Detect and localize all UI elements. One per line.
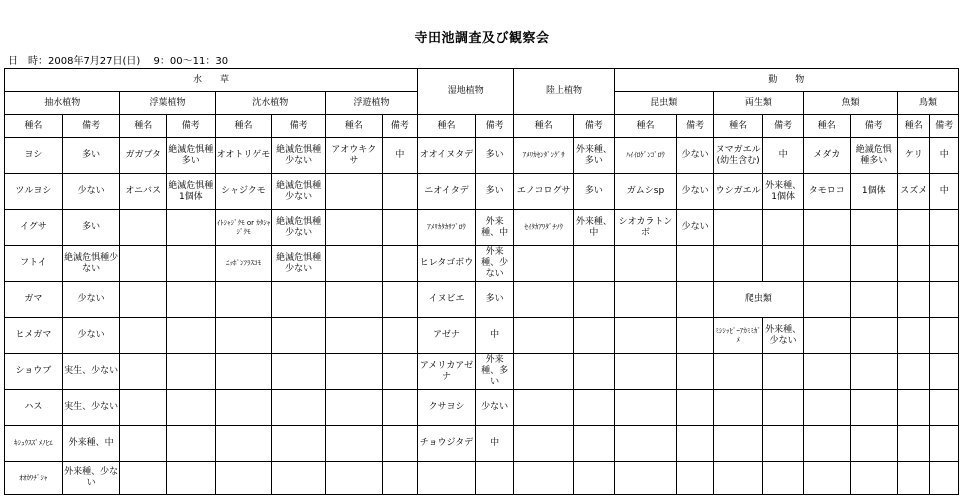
- species-note: [272, 354, 326, 390]
- species-name: [120, 282, 167, 318]
- species-note: [850, 318, 898, 354]
- species-name: [120, 426, 167, 462]
- species-name: [120, 462, 167, 495]
- species-name: [418, 462, 476, 495]
- species-note: 絶滅危惧種多い: [850, 138, 898, 174]
- header-row-groups: [5, 69, 959, 92]
- column-header-note: 備考: [850, 115, 898, 138]
- species-note: 多い: [62, 138, 120, 174]
- header-row-columns: [5, 115, 959, 138]
- species-note: [850, 282, 898, 318]
- table-row: [5, 282, 959, 318]
- species-name: [898, 426, 930, 462]
- species-note: [930, 426, 959, 462]
- species-name: [803, 354, 850, 390]
- species-name: [514, 246, 574, 282]
- species-note: [574, 462, 615, 495]
- species-name: [614, 426, 677, 462]
- species-note: [272, 318, 326, 354]
- species-note: [763, 426, 804, 462]
- species-name: ｾｲﾀｶｱﾜﾀﾞﾁｿｳ: [514, 210, 574, 246]
- species-name: チョウジタデ: [418, 426, 476, 462]
- species-name: [325, 210, 382, 246]
- column-header-name: 種名: [418, 115, 476, 138]
- species-note: [763, 354, 804, 390]
- column-header-note: 備考: [167, 115, 216, 138]
- species-name: エノコログサ: [514, 174, 574, 210]
- species-note: [382, 354, 417, 390]
- species-note: 1個体: [850, 174, 898, 210]
- species-note: 外来種、中: [62, 426, 120, 462]
- species-name: [898, 210, 930, 246]
- species-note: [850, 390, 898, 426]
- species-note: 絶滅危惧種少ない: [272, 246, 326, 282]
- species-note: [167, 390, 216, 426]
- species-note: [850, 210, 898, 246]
- species-note: [677, 426, 713, 462]
- species-note: 多い: [475, 174, 513, 210]
- species-note: 外来種、中: [574, 210, 615, 246]
- species-note: 絶滅危惧種1個体: [167, 174, 216, 210]
- species-name: [803, 318, 850, 354]
- species-name: [803, 210, 850, 246]
- species-name: [803, 426, 850, 462]
- species-note: [574, 426, 615, 462]
- table-row: [5, 354, 959, 390]
- column-header-name: 種名: [898, 115, 930, 138]
- species-note: 多い: [62, 210, 120, 246]
- species-note: 多い: [574, 174, 615, 210]
- species-name: アメリカアゼナ: [418, 354, 476, 390]
- species-note: [167, 210, 216, 246]
- species-note: [167, 462, 216, 495]
- species-note: [382, 318, 417, 354]
- amphibians-header: 両生類: [713, 92, 803, 115]
- species-note: [475, 462, 513, 495]
- species-note: 外来種、中: [475, 210, 513, 246]
- species-note: [272, 462, 326, 495]
- column-header-name: 種名: [120, 115, 167, 138]
- species-note: [167, 318, 216, 354]
- species-name: [325, 174, 382, 210]
- species-note: [272, 426, 326, 462]
- column-header-note: 備考: [677, 115, 713, 138]
- species-note: [850, 246, 898, 282]
- column-header-note: 備考: [763, 115, 804, 138]
- species-name: [614, 318, 677, 354]
- species-note: 多い: [475, 138, 513, 174]
- species-note: 少ない: [62, 282, 120, 318]
- species-name: ヒレタゴボウ: [418, 246, 476, 282]
- species-name: [514, 390, 574, 426]
- species-name: [325, 318, 382, 354]
- floating-leaf-plants-header: 浮葉植物: [120, 92, 215, 115]
- species-name: ﾆｯﾎﾟﾝﾌﾗｽｺﾓ: [215, 246, 272, 282]
- survey-table: [4, 68, 959, 495]
- species-name: [898, 318, 930, 354]
- species-note: [677, 246, 713, 282]
- species-name: ガムシsp: [614, 174, 677, 210]
- species-name: ｱﾒﾘｶｾﾝﾀﾞﾝｸﾞｻ: [514, 138, 574, 174]
- species-note: [272, 390, 326, 426]
- species-name: イヌビエ: [418, 282, 476, 318]
- species-name: [325, 390, 382, 426]
- species-note: [382, 462, 417, 495]
- species-name: [898, 390, 930, 426]
- species-note: [930, 210, 959, 246]
- species-name: オニバス: [120, 174, 167, 210]
- species-name: シャジクモ: [215, 174, 272, 210]
- table-row: [5, 426, 959, 462]
- species-name: シオカラトンボ: [614, 210, 677, 246]
- species-name: [898, 282, 930, 318]
- species-note: [574, 318, 615, 354]
- species-note: [272, 282, 326, 318]
- land-plants-header: 陸上植物: [514, 69, 614, 115]
- species-note: 外来種、1個体: [763, 174, 804, 210]
- species-name: ハス: [5, 390, 63, 426]
- species-note: [850, 462, 898, 495]
- species-note: [677, 318, 713, 354]
- column-header-name: 種名: [514, 115, 574, 138]
- species-name: [713, 210, 763, 246]
- species-note: 外来種、少ない: [62, 462, 120, 495]
- species-name: [325, 246, 382, 282]
- species-name: オオトリゲモ: [215, 138, 272, 174]
- species-name: [803, 462, 850, 495]
- species-name: [215, 390, 272, 426]
- birds-header: 鳥類: [898, 92, 959, 115]
- species-name: [514, 318, 574, 354]
- species-name: ガガブタ: [120, 138, 167, 174]
- species-name: [803, 390, 850, 426]
- species-name: [803, 246, 850, 282]
- column-header-name: 種名: [713, 115, 763, 138]
- species-note: 中: [382, 138, 417, 174]
- species-note: [574, 246, 615, 282]
- species-name: ｲﾄｼｬｼﾞｸﾓ or ｶﾀｼｬｼﾞｸﾓ: [215, 210, 272, 246]
- table-row: [5, 174, 959, 210]
- species-note: 絶滅危惧種少ない: [272, 138, 326, 174]
- species-name: [898, 246, 930, 282]
- species-name: ｷｼｭｳｽｽﾞﾒﾉﾋｴ: [5, 426, 63, 462]
- table-row: [5, 390, 959, 426]
- species-note: [382, 246, 417, 282]
- table-row: [5, 318, 959, 354]
- page-title: 寺田池調査及び観察会: [414, 31, 550, 46]
- species-name: [713, 246, 763, 282]
- species-note: [382, 210, 417, 246]
- species-note: [850, 354, 898, 390]
- species-note: [763, 246, 804, 282]
- species-note: [167, 282, 216, 318]
- species-note: [677, 354, 713, 390]
- species-name: ｱﾒﾘｶﾀｶｻﾌﾞﾛｳ: [418, 210, 476, 246]
- species-name: [325, 282, 382, 318]
- species-note: 絶滅危惧種少ない: [62, 246, 120, 282]
- species-note: 外来種、多い: [475, 354, 513, 390]
- wetland-plants-header: 湿地植物: [418, 69, 514, 115]
- species-note: 少ない: [62, 174, 120, 210]
- species-name: ショウブ: [5, 354, 63, 390]
- column-header-note: 備考: [930, 115, 959, 138]
- species-name: イグサ: [5, 210, 63, 246]
- species-name: [713, 426, 763, 462]
- species-name: [713, 390, 763, 426]
- species-name: [514, 462, 574, 495]
- species-name: [120, 390, 167, 426]
- group-water-plants: 水 草: [5, 69, 418, 92]
- species-name: [325, 354, 382, 390]
- species-note: 絶滅危惧種少ない: [272, 174, 326, 210]
- species-name: [713, 462, 763, 495]
- floating-plants-header: 浮遊植物: [325, 92, 417, 115]
- species-note: [930, 246, 959, 282]
- species-note: [930, 318, 959, 354]
- species-note: 実生、少ない: [62, 354, 120, 390]
- species-name: [215, 318, 272, 354]
- species-note: 少ない: [677, 174, 713, 210]
- species-name: [215, 354, 272, 390]
- species-name: アオウキクサ: [325, 138, 382, 174]
- species-name: [120, 210, 167, 246]
- species-name: [215, 426, 272, 462]
- species-name: メダカ: [803, 138, 850, 174]
- species-name: フトイ: [5, 246, 63, 282]
- insects-header: 昆虫類: [614, 92, 713, 115]
- species-name: [803, 282, 850, 318]
- species-note: [574, 390, 615, 426]
- species-note: [574, 282, 615, 318]
- species-note: [763, 390, 804, 426]
- fish-header: 魚類: [803, 92, 897, 115]
- species-note: [382, 390, 417, 426]
- species-name: クサヨシ: [418, 390, 476, 426]
- species-note: [763, 210, 804, 246]
- species-name: タモロコ: [803, 174, 850, 210]
- species-note: [382, 426, 417, 462]
- species-note: [382, 282, 417, 318]
- species-name: [120, 246, 167, 282]
- submerged-plants-header: 沈水植物: [215, 92, 325, 115]
- species-name: [215, 282, 272, 318]
- species-name: ウシガエル: [713, 174, 763, 210]
- species-note: 多い: [475, 282, 513, 318]
- species-name: ケリ: [898, 138, 930, 174]
- species-note: 絶滅危惧種少ない: [272, 210, 326, 246]
- table-row: [5, 246, 959, 282]
- species-name: [325, 462, 382, 495]
- species-name: [514, 354, 574, 390]
- species-note: [167, 246, 216, 282]
- species-name: スズメ: [898, 174, 930, 210]
- species-name: [898, 354, 930, 390]
- species-note: [930, 390, 959, 426]
- species-note: [382, 174, 417, 210]
- species-note: [763, 462, 804, 495]
- column-header-name: 種名: [5, 115, 63, 138]
- species-note: [677, 390, 713, 426]
- species-name: ニオイタデ: [418, 174, 476, 210]
- column-header-note: 備考: [382, 115, 417, 138]
- reptiles-header: 爬虫類: [713, 282, 803, 318]
- species-note: 中: [763, 138, 804, 174]
- table-row: [5, 210, 959, 246]
- species-note: 外来種、少ない: [475, 246, 513, 282]
- species-name: ヨシ: [5, 138, 63, 174]
- species-name: ヒメガマ: [5, 318, 63, 354]
- species-note: 中: [475, 426, 513, 462]
- species-name: オオイヌタデ: [418, 138, 476, 174]
- species-name: [514, 282, 574, 318]
- table-row: [5, 138, 959, 174]
- species-note: [850, 426, 898, 462]
- species-name: ﾊｲｲﾛｹﾞﾝｺﾞﾛｳ: [614, 138, 677, 174]
- species-note: [167, 354, 216, 390]
- species-name: [614, 354, 677, 390]
- column-header-note: 備考: [475, 115, 513, 138]
- species-name: [614, 462, 677, 495]
- species-note: 少ない: [475, 390, 513, 426]
- species-name: [215, 462, 272, 495]
- species-name: ヌマガエル(幼生含む): [713, 138, 763, 174]
- species-name: [898, 462, 930, 495]
- column-header-note: 備考: [272, 115, 326, 138]
- species-note: [930, 354, 959, 390]
- column-header-name: 種名: [325, 115, 382, 138]
- species-name: ツルヨシ: [5, 174, 63, 210]
- species-note: 中: [930, 174, 959, 210]
- column-header-note: 備考: [62, 115, 120, 138]
- table-row: [5, 462, 959, 495]
- species-name: [614, 390, 677, 426]
- species-note: 外来種、多い: [574, 138, 615, 174]
- species-note: [167, 426, 216, 462]
- species-note: 少ない: [677, 138, 713, 174]
- column-header-name: 種名: [803, 115, 850, 138]
- species-name: [514, 426, 574, 462]
- emergent-plants-header: 抽水植物: [5, 92, 120, 115]
- species-note: [677, 282, 713, 318]
- species-note: 中: [475, 318, 513, 354]
- species-note: [677, 462, 713, 495]
- species-name: ｵｵｶﾜﾁﾞｼｬ: [5, 462, 63, 495]
- species-note: 少ない: [677, 210, 713, 246]
- species-name: ﾐｼｼｯﾋﾟｰｱｶﾐﾐｶﾞﾒ: [713, 318, 763, 354]
- species-note: 実生、少ない: [62, 390, 120, 426]
- group-animals: 動 物: [614, 69, 958, 92]
- species-name: ガマ: [5, 282, 63, 318]
- species-name: [120, 354, 167, 390]
- species-name: [614, 246, 677, 282]
- species-name: [614, 282, 677, 318]
- species-note: 外来種、少ない: [763, 318, 804, 354]
- species-note: 中: [930, 138, 959, 174]
- species-name: [713, 354, 763, 390]
- species-name: アゼナ: [418, 318, 476, 354]
- species-note: 絶滅危惧種多い: [167, 138, 216, 174]
- date-line: 日 時：2008年7月27日(日) 9：00～11：30: [8, 56, 229, 67]
- column-header-name: 種名: [215, 115, 272, 138]
- species-note: [930, 462, 959, 495]
- species-name: [120, 318, 167, 354]
- column-header-name: 種名: [614, 115, 677, 138]
- species-note: [574, 354, 615, 390]
- species-note: [930, 282, 959, 318]
- column-header-note: 備考: [574, 115, 615, 138]
- species-note: 少ない: [62, 318, 120, 354]
- species-name: [325, 426, 382, 462]
